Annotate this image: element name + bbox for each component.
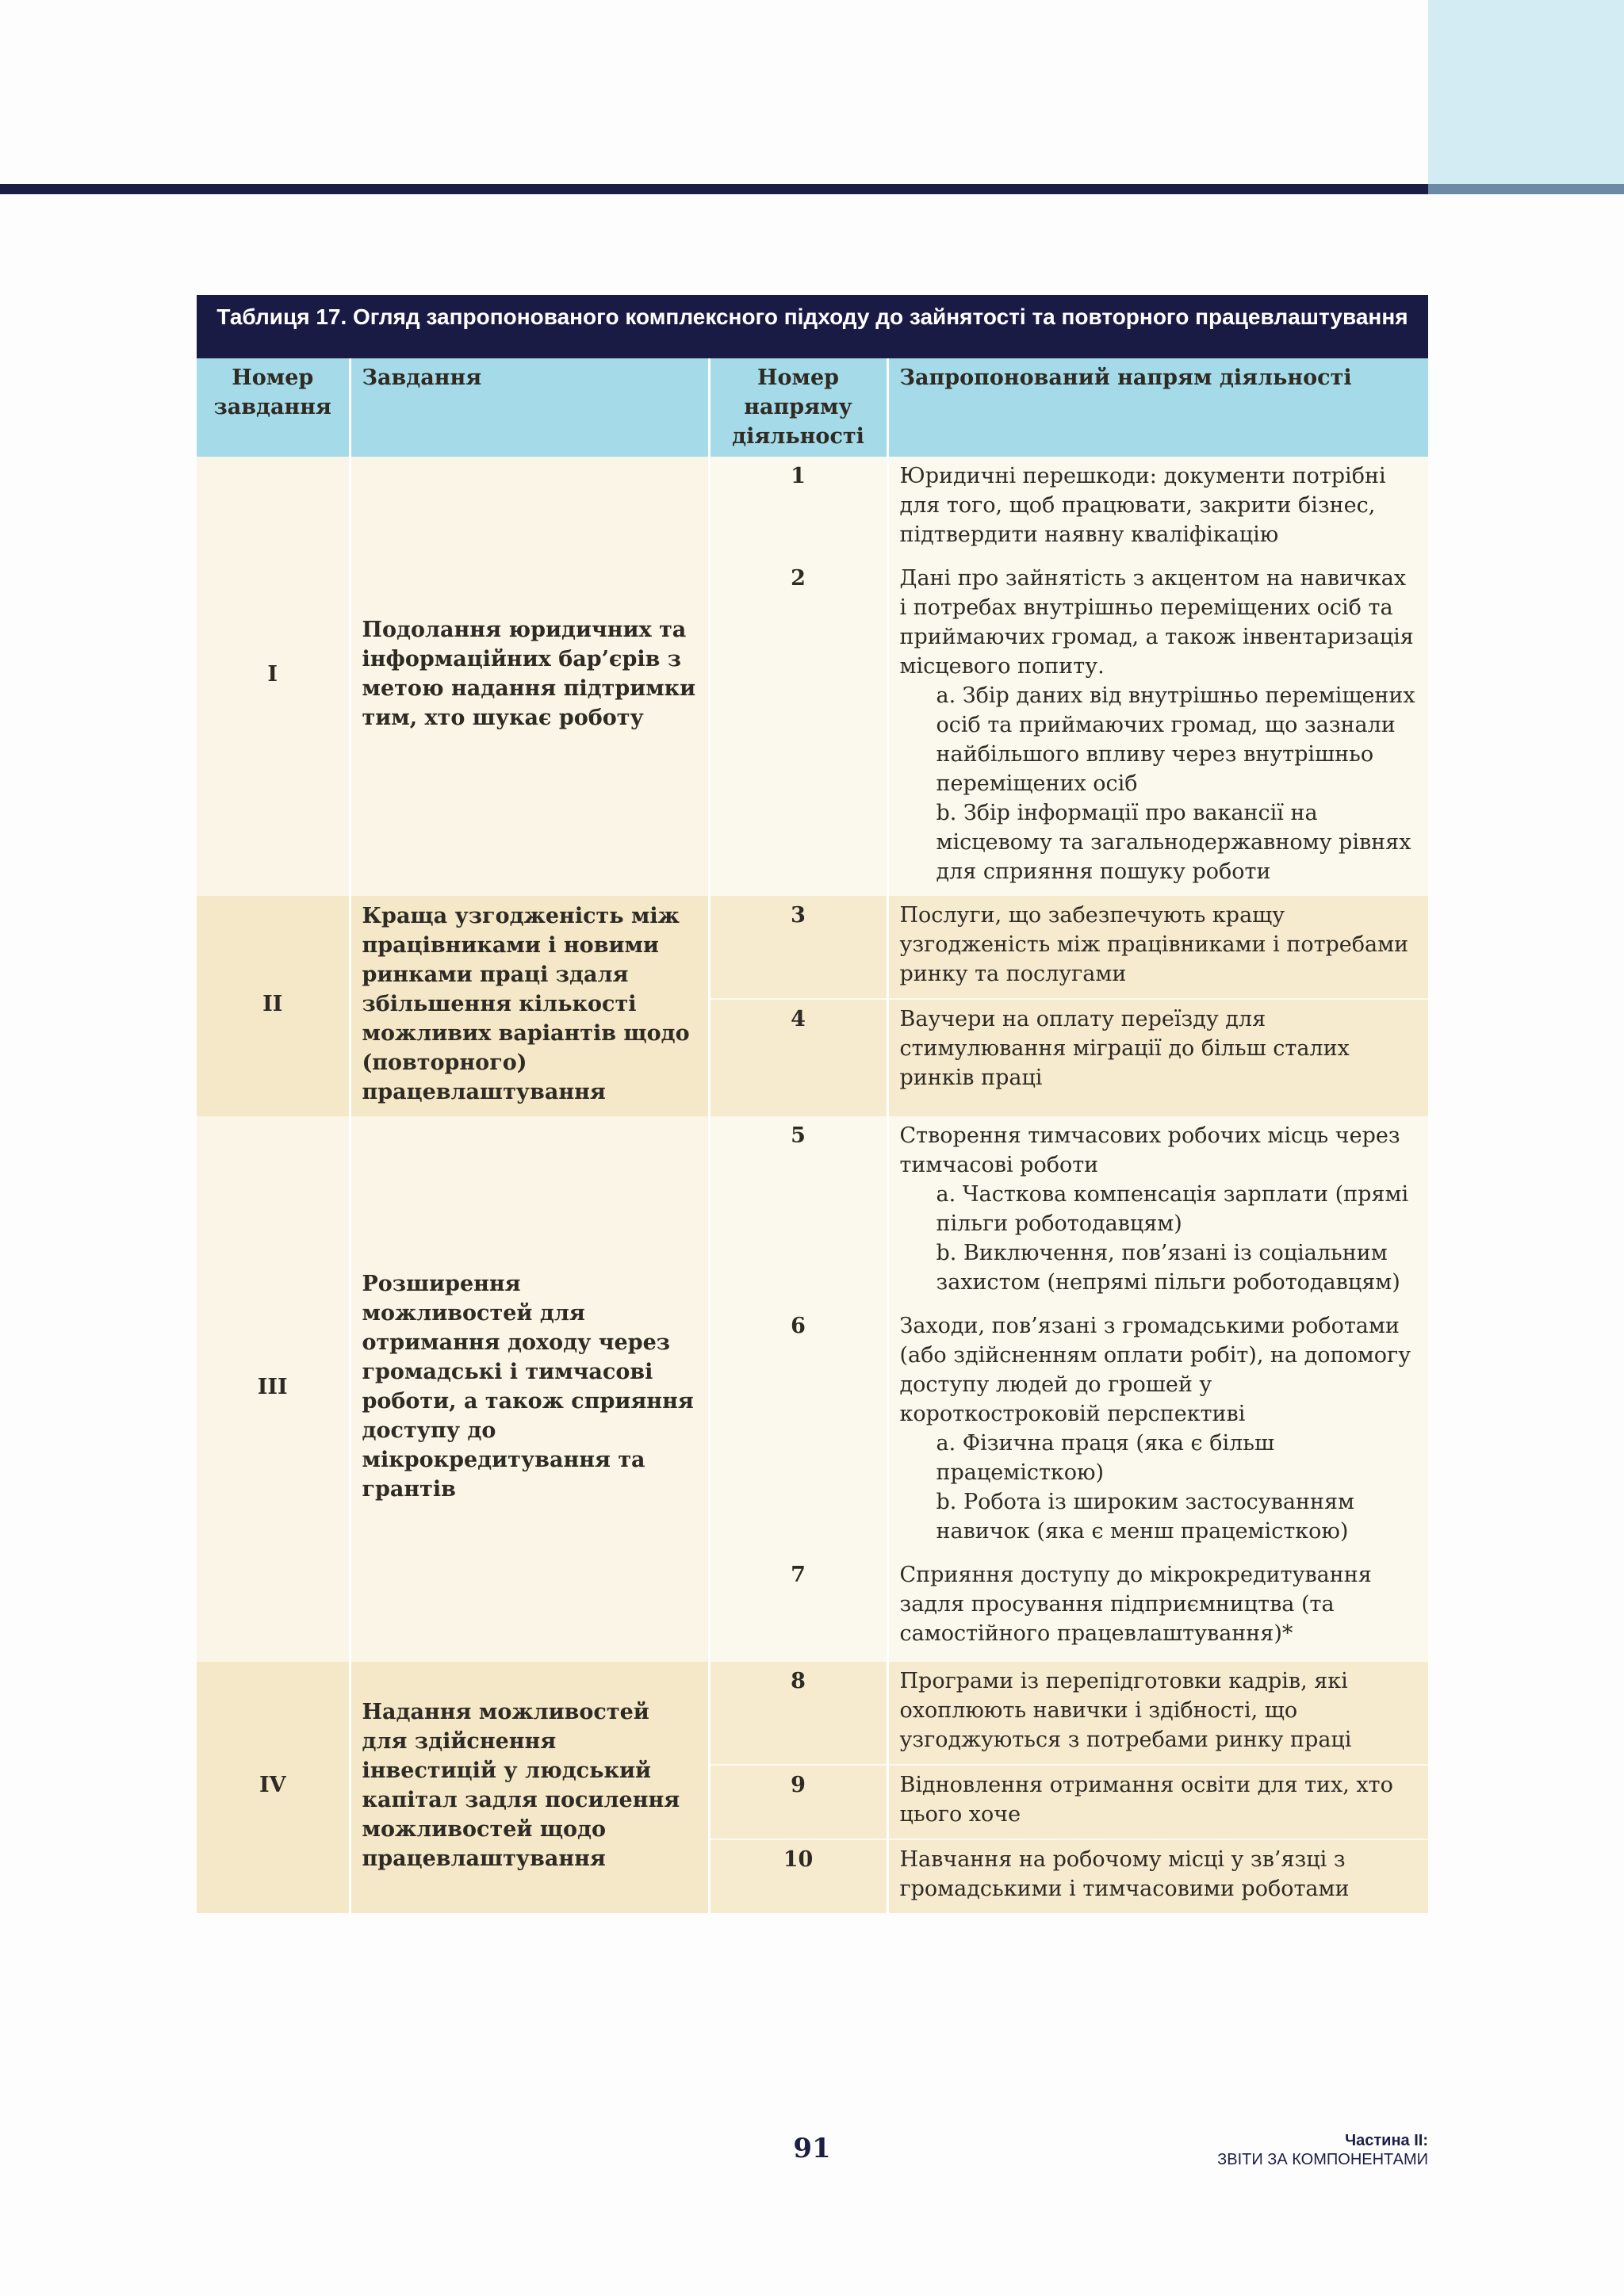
- table-caption: Таблиця 17. Огляд запропонованого комплексного підходу до зайнятості та повторного працевлаштування: [197, 295, 1428, 358]
- direction-subitem: a. Фізична праця (яка є більш працемісткою): [936, 1431, 1275, 1485]
- direction-subitem: b. Збір інформації про вакансії на місцевому та загальнодержавному рівнях для сприяння пошуку роботи: [936, 801, 1411, 884]
- page-number: 91: [793, 2133, 831, 2164]
- direction-description: Відновлення отримання освіти для тих, хто цього хоче: [899, 1773, 1393, 1827]
- direction-text: [887, 457, 1428, 559]
- direction-number: 4: [709, 999, 887, 1116]
- direction-text: [887, 1116, 1428, 1307]
- task-number: IV: [197, 1662, 350, 1913]
- direction-subitem: a. Збір даних від внутрішньо переміщених осіб та приймаючих громад, що зазнали найбільшого впливу через внутрішньо переміщених осіб: [936, 683, 1415, 796]
- footer-part-title: ЗВІТИ ЗА КОМПОНЕНТАМИ: [1217, 2151, 1428, 2168]
- direction-text: [887, 1839, 1428, 1913]
- footer-part-label: Частина II:: [1345, 2132, 1428, 2149]
- direction-text: [887, 1307, 1428, 1556]
- task-number: II: [197, 896, 350, 1116]
- direction-text: [887, 1662, 1428, 1765]
- corner-decoration: [1428, 0, 1624, 184]
- header-rule: [0, 184, 1428, 194]
- table-row: [197, 1116, 1428, 1307]
- table-row: [197, 457, 1428, 559]
- direction-description: Юридичні перешкоди: документи потрібні для того, щоб працювати, закрити бізнес, підтвердити наявну кваліфікацію: [899, 464, 1386, 547]
- direction-number: 9: [709, 1765, 887, 1839]
- task-number: III: [197, 1116, 350, 1662]
- direction-text: [887, 896, 1428, 999]
- direction-description: Навчання на робочому місці у зв’язці з громадськими і тимчасовими роботами: [899, 1847, 1350, 1901]
- direction-description: Ваучери на оплату переїзду для стимулювання міграції до більш сталих ринків праці: [899, 1007, 1350, 1090]
- task-name: Надання можливостей для здійснення інвестицій у людський капітал задля посилення можливостей щодо працевлаштування: [350, 1662, 709, 1913]
- task-name: Розширення можливостей для отримання доходу через громадські і тимчасові роботи, а також сприяння доступу до мікрокредитування та грантів: [350, 1116, 709, 1662]
- direction-number: 8: [709, 1662, 887, 1765]
- direction-number: 7: [709, 1556, 887, 1662]
- direction-description: Сприяння доступу до мікрокредитування задля просування підприємництва (та самостійного працевлаштування)*: [899, 1563, 1372, 1646]
- direction-description: Створення тимчасових робочих місць через тимчасові роботи: [899, 1123, 1400, 1177]
- col-header-direction-number: Номер напряму діяльності: [709, 358, 887, 457]
- direction-number: 2: [709, 559, 887, 896]
- header-rule-accent: [1428, 184, 1624, 194]
- direction-number: 3: [709, 896, 887, 999]
- employment-approach-table: [197, 358, 1428, 1913]
- direction-number: 6: [709, 1307, 887, 1556]
- col-header-task-number: Номер завдання: [197, 358, 350, 457]
- table-row: [197, 896, 1428, 999]
- task-name: Краща узгодженість між працівниками і новими ринками праці здаля збільшення кількості можливих варіантів щодо (повторного) працевлаштування: [350, 896, 709, 1116]
- col-header-task: Завдання: [350, 358, 709, 457]
- table-row: [197, 1662, 1428, 1765]
- direction-text: [887, 559, 1428, 896]
- direction-subitem: a. Часткова компенсація зарплати (прямі пільги роботодавцям): [936, 1182, 1409, 1236]
- direction-text: [887, 999, 1428, 1116]
- table-header-row: [197, 358, 1428, 457]
- table-17: [197, 295, 1428, 1913]
- direction-text: [887, 1556, 1428, 1662]
- task-name: Подолання юридичних та інформаційних бар’єрів з метою надання підтримки тим, хто шукає роботу: [350, 457, 709, 896]
- col-header-direction: Запропонований напрям діяльності: [887, 358, 1428, 457]
- direction-number: 10: [709, 1839, 887, 1913]
- direction-description: Програми із перепідготовки кадрів, які охоплюють навички і здібності, що узгоджуються з потребами ринку праці: [899, 1669, 1352, 1752]
- direction-number: 5: [709, 1116, 887, 1307]
- direction-number: 1: [709, 457, 887, 559]
- direction-subitem: b. Виключення, пов’язані із соціальним захистом (непрямі пільги роботодавцям): [936, 1241, 1400, 1295]
- footer-section-label: [1217, 2131, 1428, 2169]
- direction-description: Послуги, що забезпечують кращу узгодженість між працівниками і потребами ринку та послугами: [899, 903, 1409, 986]
- direction-subitem: b. Робота із широким застосуванням навичок (яка є менш працемісткою): [936, 1490, 1355, 1544]
- direction-description: Заходи, пов’язані з громадськими роботами (або здійсненням оплати робіт), на допомогу доступу людей до грошей у короткостроковій перспективі: [899, 1314, 1411, 1426]
- direction-description: Дані про зайнятість з акцентом на навичках і потребах внутрішньо переміщених осіб та приймаючих громад, а також інвентаризація місцевого попиту.: [899, 566, 1414, 679]
- direction-text: [887, 1765, 1428, 1839]
- task-number: I: [197, 457, 350, 896]
